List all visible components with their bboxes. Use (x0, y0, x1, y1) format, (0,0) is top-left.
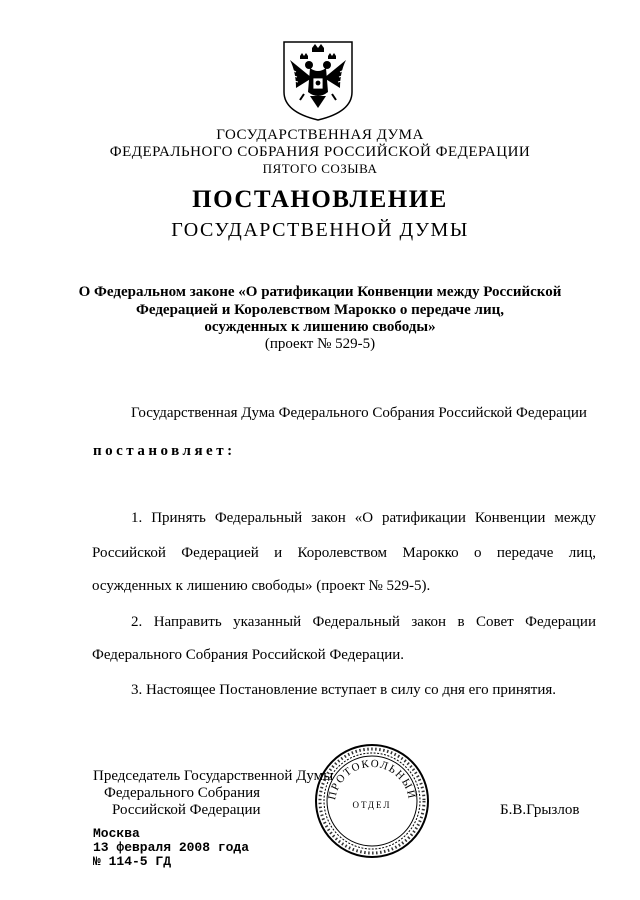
law-title-line-3: осужденных к лишению свободы» (204, 319, 436, 335)
item-3-text: 3. Настоящее Постановление вступает в силу со дня его принятия. (131, 682, 557, 698)
item-1-line-3: осужденных к лишению свободы» (проект № 529-5). (92, 578, 431, 594)
law-title-line-1: О Федеральном законе «О ратификации Конвенции между Российской (78, 284, 562, 300)
signatory-title-line-3: Российской Федерации (112, 802, 261, 818)
header-line-convocation: ПЯТОГО СОЗЫВА (262, 161, 378, 176)
header-line-duma: ГОСУДАРСТВЕННАЯ ДУМА (216, 127, 424, 143)
item-2-line-2: Федерального Собрания Российской Федерации. (92, 647, 405, 663)
project-number: (проект № 529-5) (264, 336, 376, 352)
preamble-text: Государственная Дума Федерального Собрания Российской Федерации (131, 405, 587, 421)
item-1-line-2: Российской Федерацией и Королевством Марокко о передаче лиц, (92, 545, 596, 561)
document-title: ПОСТАНОВЛЕНИЕ (192, 186, 448, 213)
coat-of-arms-emblem-icon (282, 40, 354, 122)
decree-word: постановляет: (93, 443, 236, 459)
document-subtitle: ГОСУДАРСТВЕННОЙ ДУМЫ (171, 219, 469, 241)
footer-city: Москва (93, 826, 140, 841)
stamp-center-text: ОТДЕЛ (352, 800, 392, 810)
stamp-top-text: ПРОТОКОЛЬНЫЙ (326, 757, 418, 801)
signatory-name: Б.В.Грызлов (500, 802, 580, 818)
footer-date: 13 февраля 2008 года (93, 840, 250, 855)
header-line-federal-assembly: ФЕДЕРАЛЬНОГО СОБРАНИЯ РОССИЙСКОЙ ФЕДЕРАЦИИ (109, 144, 531, 160)
item-2-line-1: 2. Направить указанный Федеральный закон в Совет Федерации (131, 614, 596, 630)
signatory-title-line-1: Председатель Государственной Думы (93, 768, 334, 784)
item-1-line-1: 1. Принять Федеральный закон «О ратификации Конвенции между (131, 510, 596, 526)
official-stamp-icon (313, 742, 431, 860)
signatory-title-line-2: Федерального Собрания (104, 785, 261, 801)
footer-number: № 114-5 ГД (93, 854, 172, 869)
law-title-line-2: Федерацией и Королевством Марокко о передаче лиц, (136, 302, 504, 318)
